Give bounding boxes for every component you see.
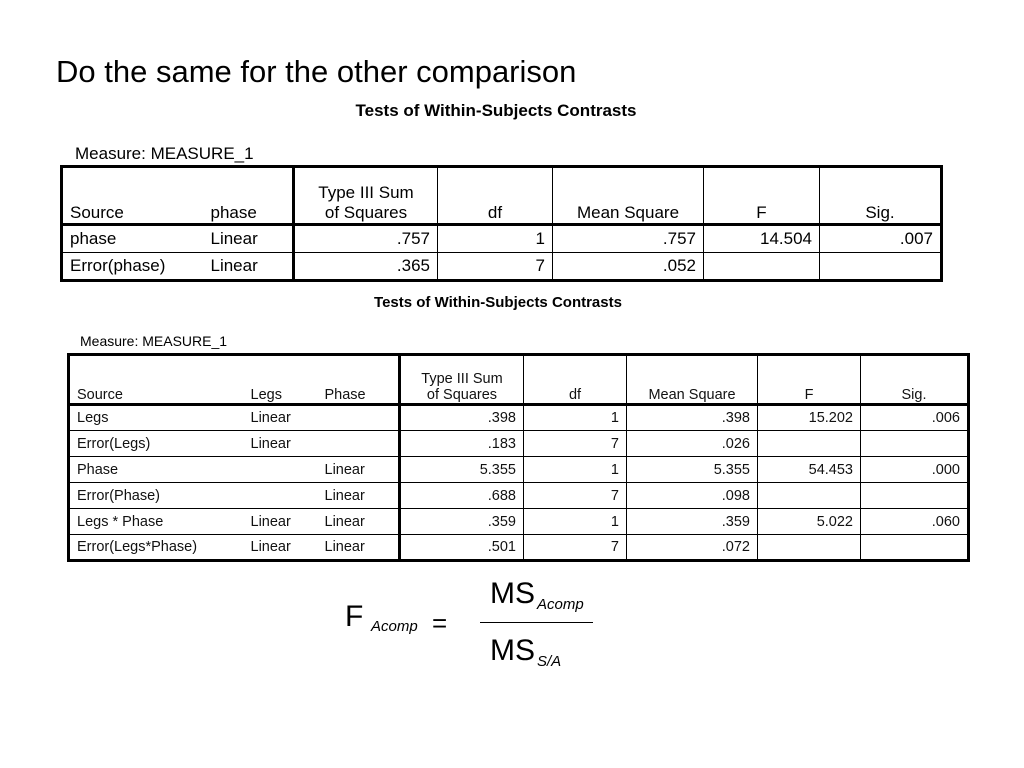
cell-f xyxy=(758,483,861,509)
cell-df: 7 xyxy=(524,483,627,509)
cell-phase: Linear xyxy=(210,229,258,248)
formula-fraction-bar xyxy=(480,622,593,623)
table-row xyxy=(69,509,969,535)
header-sum-line2: of Squares xyxy=(426,387,498,403)
header-sum-of-squares xyxy=(400,355,524,405)
cell-sum-of-squares: .398 xyxy=(400,405,524,431)
cell-sig: .006 xyxy=(861,405,969,431)
table-row xyxy=(62,225,942,253)
cell-df: 1 xyxy=(438,225,553,253)
header-df: df xyxy=(438,167,553,225)
cell-sig xyxy=(820,253,942,281)
table1-measure-label: Measure: MEASURE_1 xyxy=(75,144,254,163)
cell-sig xyxy=(861,431,969,457)
cell-df: 1 xyxy=(524,509,627,535)
table-row xyxy=(69,431,969,457)
formula-numerator-subscript: Acomp xyxy=(537,596,584,613)
contrasts-table-1 xyxy=(60,165,943,282)
header-phase: Phase xyxy=(318,355,400,405)
cell-legs xyxy=(244,483,318,509)
formula-denominator-subscript: S/A xyxy=(537,653,562,670)
cell-f: 14.504 xyxy=(704,225,820,253)
cell-phase: Linear xyxy=(318,509,400,535)
cell-sig: .007 xyxy=(820,225,942,253)
cell-sum-of-squares: 5.355 xyxy=(400,457,524,483)
table2-header-row xyxy=(69,355,969,405)
header-sig: Sig. xyxy=(861,355,969,405)
cell-source: Error(Legs) xyxy=(69,431,244,457)
header-sum-line1: Type III Sum xyxy=(318,183,414,202)
cell-f: 54.453 xyxy=(758,457,861,483)
cell-source: Error(Legs*Phase) xyxy=(69,535,244,561)
header-sum-line1: Type III Sum xyxy=(421,371,503,387)
cell-phase: Linear xyxy=(318,483,400,509)
table2-measure-label: Measure: MEASURE_1 xyxy=(80,333,228,349)
table-row xyxy=(62,253,942,281)
table2-title: Tests of Within-Subjects Contrasts xyxy=(374,294,622,311)
cell-source: phase xyxy=(70,229,117,248)
header-f: F xyxy=(704,167,820,225)
cell-f xyxy=(758,535,861,561)
slide-title: Do the same for the other comparison xyxy=(56,54,577,89)
header-phase: phase xyxy=(204,167,294,225)
header-mean-square: Mean Square xyxy=(627,355,758,405)
contrasts-table-2 xyxy=(67,353,970,562)
header-source: Source xyxy=(69,355,244,405)
cell-source: Legs xyxy=(77,410,109,426)
cell-mean-square: .757 xyxy=(553,225,704,253)
table-row xyxy=(69,405,969,431)
cell-mean-square: 5.355 xyxy=(627,457,758,483)
header-source: Source xyxy=(62,167,204,225)
header-sum-of-squares xyxy=(294,167,438,225)
formula-numerator: MS xyxy=(490,577,535,610)
cell-df: 7 xyxy=(524,431,627,457)
formula-f-subscript: Acomp xyxy=(371,618,418,635)
table-row xyxy=(69,535,969,561)
table-row xyxy=(69,457,969,483)
cell-sig: .000 xyxy=(861,457,969,483)
cell-mean-square: .026 xyxy=(627,431,758,457)
cell-source: Error(phase) xyxy=(62,253,204,281)
cell-legs: Linear xyxy=(244,431,318,457)
cell-sum-of-squares: .183 xyxy=(400,431,524,457)
cell-mean-square: .052 xyxy=(553,253,704,281)
cell-sum-of-squares: .501 xyxy=(400,535,524,561)
cell-f xyxy=(758,431,861,457)
formula-equals: = xyxy=(432,608,448,638)
cell-mean-square: .098 xyxy=(627,483,758,509)
cell-legs: Linear xyxy=(244,535,318,561)
header-legs: Legs xyxy=(244,355,318,405)
formula-denominator: MS xyxy=(490,634,535,667)
cell-mean-square: .398 xyxy=(627,405,758,431)
cell-sum-of-squares: .757 xyxy=(294,225,438,253)
cell-sum-of-squares: .359 xyxy=(400,509,524,535)
cell-legs: Linear xyxy=(244,509,318,535)
cell-phase xyxy=(318,405,400,431)
header-mean-square: Mean Square xyxy=(553,167,704,225)
table1-header-row xyxy=(62,167,942,225)
cell-f xyxy=(704,253,820,281)
cell-f: 15.202 xyxy=(758,405,861,431)
cell-f: 5.022 xyxy=(758,509,861,535)
cell-phase xyxy=(318,431,400,457)
cell-phase: Linear xyxy=(318,535,400,561)
cell-legs: Linear xyxy=(250,410,291,426)
cell-legs xyxy=(244,457,318,483)
cell-df: 7 xyxy=(524,535,627,561)
table1-title: Tests of Within-Subjects Contrasts xyxy=(355,101,637,120)
cell-sum-of-squares: .365 xyxy=(294,253,438,281)
cell-phase: Linear xyxy=(318,457,400,483)
cell-df: 7 xyxy=(438,253,553,281)
cell-mean-square: .072 xyxy=(627,535,758,561)
header-sum-line2: of Squares xyxy=(324,203,408,222)
cell-sig xyxy=(861,483,969,509)
header-sig: Sig. xyxy=(820,167,942,225)
header-df: df xyxy=(524,355,627,405)
cell-sig xyxy=(861,535,969,561)
table-row xyxy=(69,483,969,509)
cell-sig: .060 xyxy=(861,509,969,535)
header-f: F xyxy=(758,355,861,405)
cell-sum-of-squares: .688 xyxy=(400,483,524,509)
cell-df: 1 xyxy=(524,405,627,431)
cell-source: Legs * Phase xyxy=(69,509,244,535)
cell-source: Error(Phase) xyxy=(69,483,244,509)
cell-mean-square: .359 xyxy=(627,509,758,535)
cell-phase: Linear xyxy=(204,253,294,281)
cell-df: 1 xyxy=(524,457,627,483)
formula-f-symbol: F xyxy=(345,600,364,633)
cell-source: Phase xyxy=(69,457,244,483)
